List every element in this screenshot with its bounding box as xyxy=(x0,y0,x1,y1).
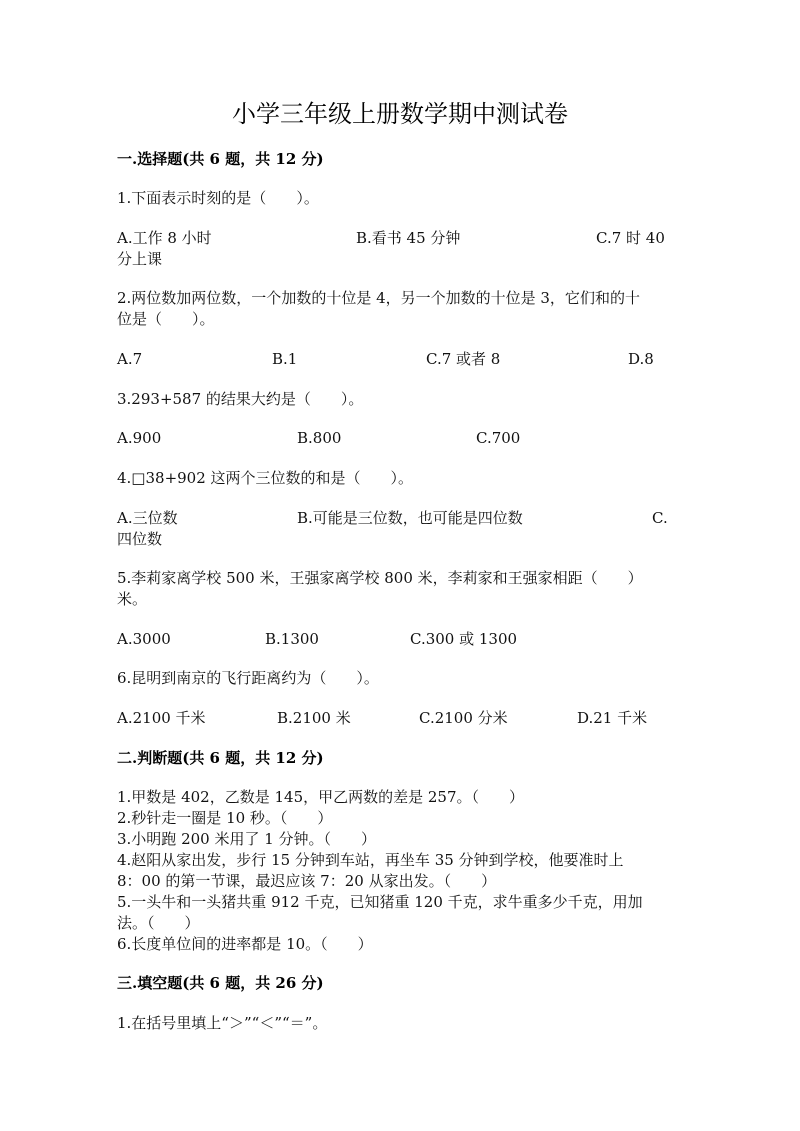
q2-option-d: D.8 xyxy=(628,350,654,368)
q6-option-d: D.21 千米 xyxy=(577,709,648,727)
q6-option-c: C.2100 分米 xyxy=(419,709,508,727)
section-header-judge: 二.判断题(共 6 题，共 12 分) xyxy=(117,749,324,767)
q3-option-c: C.700 xyxy=(476,429,521,447)
judge-line: 6.长度单位间的进率都是 10。（ ） xyxy=(117,935,373,953)
q3-option-b: B.800 xyxy=(297,429,342,447)
q2-option-b: B.1 xyxy=(272,350,298,368)
q1-option-c: C.7 时 40 xyxy=(596,229,665,247)
q6-option-b: B.2100 米 xyxy=(277,709,351,727)
q3-option-a: A.900 xyxy=(117,429,162,447)
q1-option-c-continued: 分上课 xyxy=(117,250,163,268)
section-header-choice: 一.选择题(共 6 题，共 12 分) xyxy=(117,150,324,168)
question-2-text: 2.两位数加两位数，一个加数的十位是 4，另一个加数的十位是 3，它们和的十 xyxy=(117,289,640,307)
question-4-text: 4.□38+902 这两个三位数的和是（ ）。 xyxy=(117,469,414,487)
fill-question-1-text: 1.在括号里填上“＞”“＜”“＝”。 xyxy=(117,1014,328,1032)
judge-line: 2.秒针走一圈是 10 秒。（ ） xyxy=(117,809,333,827)
question-5-text-continued: 米。 xyxy=(117,590,148,608)
q6-option-a: A.2100 千米 xyxy=(117,709,206,727)
q1-option-a: A.工作 8 小时 xyxy=(117,229,212,247)
q5-option-c: C.300 或 1300 xyxy=(410,630,518,648)
q4-option-b: B.可能是三位数，也可能是四位数 xyxy=(297,509,523,527)
judge-line: 法。（ ） xyxy=(117,914,200,932)
q4-option-c: C. xyxy=(652,509,668,527)
q4-option-a: A.三位数 xyxy=(117,509,178,527)
q4-option-c-continued: 四位数 xyxy=(117,530,163,548)
question-6-text: 6.昆明到南京的飞行距离约为（ ）。 xyxy=(117,669,379,687)
q5-option-a: A.3000 xyxy=(117,630,171,648)
question-1-text: 1.下面表示时刻的是（ ）。 xyxy=(117,189,319,207)
judge-line: 4.赵阳从家出发，步行 15 分钟到车站，再坐车 35 分钟到学校，他要准时上 xyxy=(117,851,624,869)
question-3-text: 3.293+587 的结果大约是（ ）。 xyxy=(117,390,364,408)
section-header-fill: 三.填空题(共 6 题，共 26 分) xyxy=(117,974,324,992)
judge-line: 8：00 的第一节课，最迟应该 7：20 从家出发。（ ） xyxy=(117,872,497,890)
judge-question-list xyxy=(117,787,687,955)
question-2-text-continued: 位是（ ）。 xyxy=(117,310,215,328)
judge-line: 3.小明跑 200 米用了 1 分钟。（ ） xyxy=(117,830,377,848)
judge-line: 1.甲数是 402，乙数是 145，甲乙两数的差是 257。（ ） xyxy=(117,788,525,806)
q2-option-c: C.7 或者 8 xyxy=(426,350,501,368)
judge-line: 5.一头牛和一头猪共重 912 千克，已知猪重 120 千克，求牛重多少千克，用加 xyxy=(117,893,643,911)
page-title: 小学三年级上册数学期中测试卷 xyxy=(232,100,568,128)
q5-option-b: B.1300 xyxy=(265,630,319,648)
question-5-text: 5.李莉家离学校 500 米，王强家离学校 800 米，李莉家和王强家相距（ ） xyxy=(117,569,643,587)
q1-option-b: B.看书 45 分钟 xyxy=(356,229,461,247)
q2-option-a: A.7 xyxy=(117,350,143,368)
